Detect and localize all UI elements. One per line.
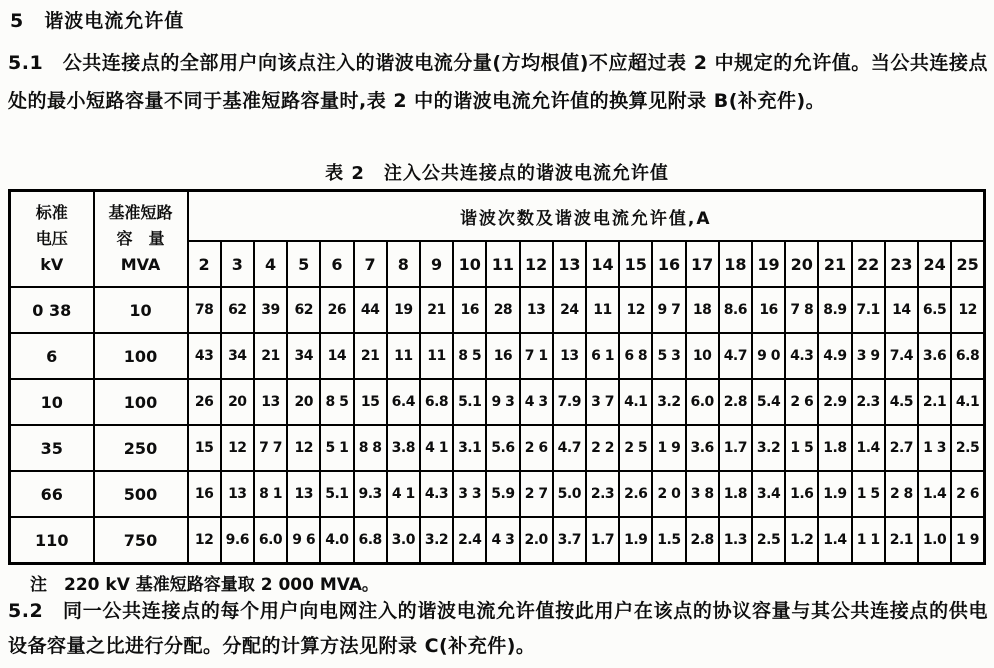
value-cell: 4.5 <box>885 379 918 425</box>
value-cell: 24 <box>553 287 586 333</box>
value-cell: 9.6 <box>221 517 254 564</box>
harmonic-order-header: 17 <box>686 241 719 287</box>
value-cell: 6.0 <box>254 517 287 564</box>
table-header-row-top <box>10 191 985 242</box>
value-cell: 13 <box>520 287 553 333</box>
value-cell: 34 <box>221 333 254 379</box>
value-cell: 2.4 <box>453 517 486 564</box>
value-cell: 8 5 <box>320 379 353 425</box>
value-cell: 1.3 <box>719 517 752 564</box>
value-cell: 13 <box>553 333 586 379</box>
value-cell: 6 1 <box>586 333 619 379</box>
value-cell: 12 <box>188 517 221 564</box>
value-cell: 5.1 <box>320 471 353 517</box>
harmonics-span-header: 谐波次数及谐波电流允许值,A <box>188 191 985 242</box>
value-cell: 4 3 <box>520 379 553 425</box>
value-cell: 4.7 <box>719 333 752 379</box>
value-cell: 12 <box>619 287 652 333</box>
voltage-cell: 66 <box>10 471 94 517</box>
value-cell: 6.8 <box>951 333 984 379</box>
value-cell: 1.4 <box>852 425 885 471</box>
harmonic-order-header: 18 <box>719 241 752 287</box>
table-row <box>10 425 985 471</box>
harmonic-order-header: 5 <box>287 241 320 287</box>
voltage-cell: 6 <box>10 333 94 379</box>
value-cell: 3.6 <box>918 333 951 379</box>
value-cell: 1 9 <box>951 517 984 564</box>
harmonic-current-limits-table <box>8 189 986 565</box>
value-cell: 2 0 <box>652 471 685 517</box>
value-cell: 12 <box>951 287 984 333</box>
value-cell: 14 <box>885 287 918 333</box>
value-cell: 8.6 <box>719 287 752 333</box>
value-cell: 6.4 <box>387 379 420 425</box>
capacity-cell: 250 <box>94 425 188 471</box>
value-cell: 3.4 <box>752 471 785 517</box>
value-cell: 12 <box>221 425 254 471</box>
harmonic-order-header: 16 <box>652 241 685 287</box>
value-cell: 2 6 <box>785 379 818 425</box>
capacity-cell: 10 <box>94 287 188 333</box>
value-cell: 6.0 <box>686 379 719 425</box>
harmonic-order-header: 12 <box>520 241 553 287</box>
harmonic-order-header: 2 <box>188 241 221 287</box>
value-cell: 5 1 <box>320 425 353 471</box>
value-cell: 3.2 <box>752 425 785 471</box>
value-cell: 5.6 <box>486 425 519 471</box>
capacity-header-unit: MVA <box>120 255 161 274</box>
value-cell: 13 <box>221 471 254 517</box>
value-cell: 4.1 <box>951 379 984 425</box>
voltage-header-line: 标准 <box>35 203 68 222</box>
value-cell: 62 <box>287 287 320 333</box>
value-cell: 4.3 <box>420 471 453 517</box>
value-cell: 3.1 <box>453 425 486 471</box>
value-cell: 2.1 <box>918 379 951 425</box>
value-cell: 1.7 <box>586 517 619 564</box>
value-cell: 62 <box>221 287 254 333</box>
harmonic-order-header: 21 <box>818 241 851 287</box>
value-cell: 2 8 <box>885 471 918 517</box>
value-cell: 21 <box>420 287 453 333</box>
value-cell: 2.1 <box>885 517 918 564</box>
capacity-cell: 500 <box>94 471 188 517</box>
value-cell: 7 8 <box>785 287 818 333</box>
value-cell: 3.0 <box>387 517 420 564</box>
voltage-header-line: 电压 <box>35 229 68 248</box>
harmonic-order-header: 15 <box>619 241 652 287</box>
value-cell: 9 3 <box>486 379 519 425</box>
value-cell: 4 1 <box>420 425 453 471</box>
value-cell: 11 <box>586 287 619 333</box>
value-cell: 1.9 <box>619 517 652 564</box>
value-cell: 2 5 <box>619 425 652 471</box>
value-cell: 1.9 <box>818 471 851 517</box>
harmonic-order-header: 14 <box>586 241 619 287</box>
value-cell: 1.0 <box>918 517 951 564</box>
harmonic-order-header: 4 <box>254 241 287 287</box>
capacity-header-line: 基准短路 <box>108 203 173 222</box>
value-cell: 1.4 <box>818 517 851 564</box>
value-cell: 26 <box>188 379 221 425</box>
value-cell: 4 3 <box>486 517 519 564</box>
value-cell: 7 1 <box>520 333 553 379</box>
value-cell: 20 <box>287 379 320 425</box>
value-cell: 16 <box>453 287 486 333</box>
harmonic-order-header: 20 <box>785 241 818 287</box>
value-cell: 6.8 <box>354 517 387 564</box>
harmonic-order-header: 25 <box>951 241 984 287</box>
voltage-header-unit: kV <box>40 255 64 274</box>
value-cell: 2.6 <box>619 471 652 517</box>
value-cell: 78 <box>188 287 221 333</box>
value-cell: 3.7 <box>553 517 586 564</box>
value-cell: 43 <box>188 333 221 379</box>
value-cell: 4.1 <box>619 379 652 425</box>
value-cell: 2.8 <box>719 379 752 425</box>
value-cell: 1 1 <box>852 517 885 564</box>
value-cell: 8 5 <box>453 333 486 379</box>
value-cell: 1 5 <box>785 425 818 471</box>
value-cell: 21 <box>254 333 287 379</box>
value-cell: 9.3 <box>354 471 387 517</box>
value-cell: 4 1 <box>387 471 420 517</box>
table-row <box>10 471 985 517</box>
capacity-cell: 100 <box>94 333 188 379</box>
clause-5-1-text: 5.1 公共连接点的全部用户向该点注入的谐波电流分量(方均根值)不应超过表 2 中规定的允许值。当公共连接点处的最小短路容量不同于基准短路容量时,表 2 中的谐波电流允许值的换算见附录 B(补充件)。 <box>8 52 988 112</box>
value-cell: 34 <box>287 333 320 379</box>
harmonic-order-header: 13 <box>553 241 586 287</box>
value-cell: 20 <box>221 379 254 425</box>
value-cell: 3.6 <box>686 425 719 471</box>
value-cell: 1.2 <box>785 517 818 564</box>
harmonic-order-header: 23 <box>885 241 918 287</box>
value-cell: 5.9 <box>486 471 519 517</box>
table-row <box>10 517 985 564</box>
value-cell: 19 <box>387 287 420 333</box>
harmonic-order-header: 10 <box>453 241 486 287</box>
value-cell: 2.8 <box>686 517 719 564</box>
clause-5-2-text: 5.2 同一公共连接点的每个用户向电网注入的谐波电流允许值按此用户在该点的协议容量与其公共连接点的供电设备容量之比进行分配。分配的计算方法见附录 C(补充件)。 <box>8 600 988 657</box>
value-cell: 2.5 <box>951 425 984 471</box>
table-caption: 表 2 注入公共连接点的谐波电流允许值 <box>325 163 669 184</box>
value-cell: 4.3 <box>785 333 818 379</box>
value-cell: 44 <box>354 287 387 333</box>
value-cell: 13 <box>287 471 320 517</box>
value-cell: 13 <box>254 379 287 425</box>
value-cell: 8.9 <box>818 287 851 333</box>
value-cell: 8 1 <box>254 471 287 517</box>
value-cell: 2 7 <box>520 471 553 517</box>
capacity-cell: 100 <box>94 379 188 425</box>
capacity-column-header <box>94 191 188 288</box>
value-cell: 3 8 <box>686 471 719 517</box>
value-cell: 16 <box>752 287 785 333</box>
value-cell: 4.0 <box>320 517 353 564</box>
value-cell: 5.4 <box>752 379 785 425</box>
table-footnote: 注 220 kV 基准短路容量取 2 000 MVA。 <box>30 575 379 595</box>
value-cell: 5 3 <box>652 333 685 379</box>
capacity-header-line: 容 量 <box>116 229 165 248</box>
value-cell: 6 8 <box>619 333 652 379</box>
harmonic-order-header: 9 <box>420 241 453 287</box>
value-cell: 5.0 <box>553 471 586 517</box>
value-cell: 9 0 <box>752 333 785 379</box>
value-cell: 1.5 <box>652 517 685 564</box>
value-cell: 2.0 <box>520 517 553 564</box>
value-cell: 10 <box>686 333 719 379</box>
value-cell: 2 2 <box>586 425 619 471</box>
voltage-cell: 110 <box>10 517 94 564</box>
value-cell: 2.3 <box>852 379 885 425</box>
value-cell: 39 <box>254 287 287 333</box>
voltage-cell: 35 <box>10 425 94 471</box>
value-cell: 3 7 <box>586 379 619 425</box>
value-cell: 7 7 <box>254 425 287 471</box>
value-cell: 7.4 <box>885 333 918 379</box>
table-row <box>10 287 985 333</box>
value-cell: 4.9 <box>818 333 851 379</box>
value-cell: 7.9 <box>553 379 586 425</box>
value-cell: 3.8 <box>387 425 420 471</box>
value-cell: 4.7 <box>553 425 586 471</box>
value-cell: 26 <box>320 287 353 333</box>
value-cell: 11 <box>420 333 453 379</box>
value-cell: 2.7 <box>885 425 918 471</box>
value-cell: 1 3 <box>918 425 951 471</box>
value-cell: 28 <box>486 287 519 333</box>
value-cell: 16 <box>188 471 221 517</box>
table-row <box>10 333 985 379</box>
value-cell: 2 6 <box>951 471 984 517</box>
value-cell: 1.4 <box>918 471 951 517</box>
harmonic-order-header: 6 <box>320 241 353 287</box>
harmonic-order-header: 8 <box>387 241 420 287</box>
table-row <box>10 379 985 425</box>
value-cell: 8 8 <box>354 425 387 471</box>
value-cell: 21 <box>354 333 387 379</box>
voltage-cell: 0 38 <box>10 287 94 333</box>
value-cell: 15 <box>188 425 221 471</box>
harmonic-order-header: 7 <box>354 241 387 287</box>
section-heading: 5 谐波电流允许值 <box>10 10 185 32</box>
value-cell: 2.9 <box>818 379 851 425</box>
value-cell: 3 3 <box>453 471 486 517</box>
value-cell: 1.6 <box>785 471 818 517</box>
value-cell: 3 9 <box>852 333 885 379</box>
value-cell: 14 <box>320 333 353 379</box>
value-cell: 15 <box>354 379 387 425</box>
harmonic-order-header: 22 <box>852 241 885 287</box>
value-cell: 11 <box>387 333 420 379</box>
value-cell: 2.5 <box>752 517 785 564</box>
value-cell: 18 <box>686 287 719 333</box>
value-cell: 12 <box>287 425 320 471</box>
value-cell: 16 <box>486 333 519 379</box>
value-cell: 6.5 <box>918 287 951 333</box>
harmonic-order-header: 24 <box>918 241 951 287</box>
harmonic-order-header: 19 <box>752 241 785 287</box>
value-cell: 1 5 <box>852 471 885 517</box>
value-cell: 3.2 <box>420 517 453 564</box>
value-cell: 1.8 <box>818 425 851 471</box>
harmonic-order-header: 3 <box>221 241 254 287</box>
harmonic-order-header: 11 <box>486 241 519 287</box>
value-cell: 1.8 <box>719 471 752 517</box>
capacity-cell: 750 <box>94 517 188 564</box>
value-cell: 9 6 <box>287 517 320 564</box>
value-cell: 7.1 <box>852 287 885 333</box>
value-cell: 1 9 <box>652 425 685 471</box>
value-cell: 2 6 <box>520 425 553 471</box>
voltage-column-header <box>10 191 94 288</box>
value-cell: 2.3 <box>586 471 619 517</box>
value-cell: 9 7 <box>652 287 685 333</box>
value-cell: 1.7 <box>719 425 752 471</box>
value-cell: 5.1 <box>453 379 486 425</box>
value-cell: 3.2 <box>652 379 685 425</box>
value-cell: 6.8 <box>420 379 453 425</box>
voltage-cell: 10 <box>10 379 94 425</box>
